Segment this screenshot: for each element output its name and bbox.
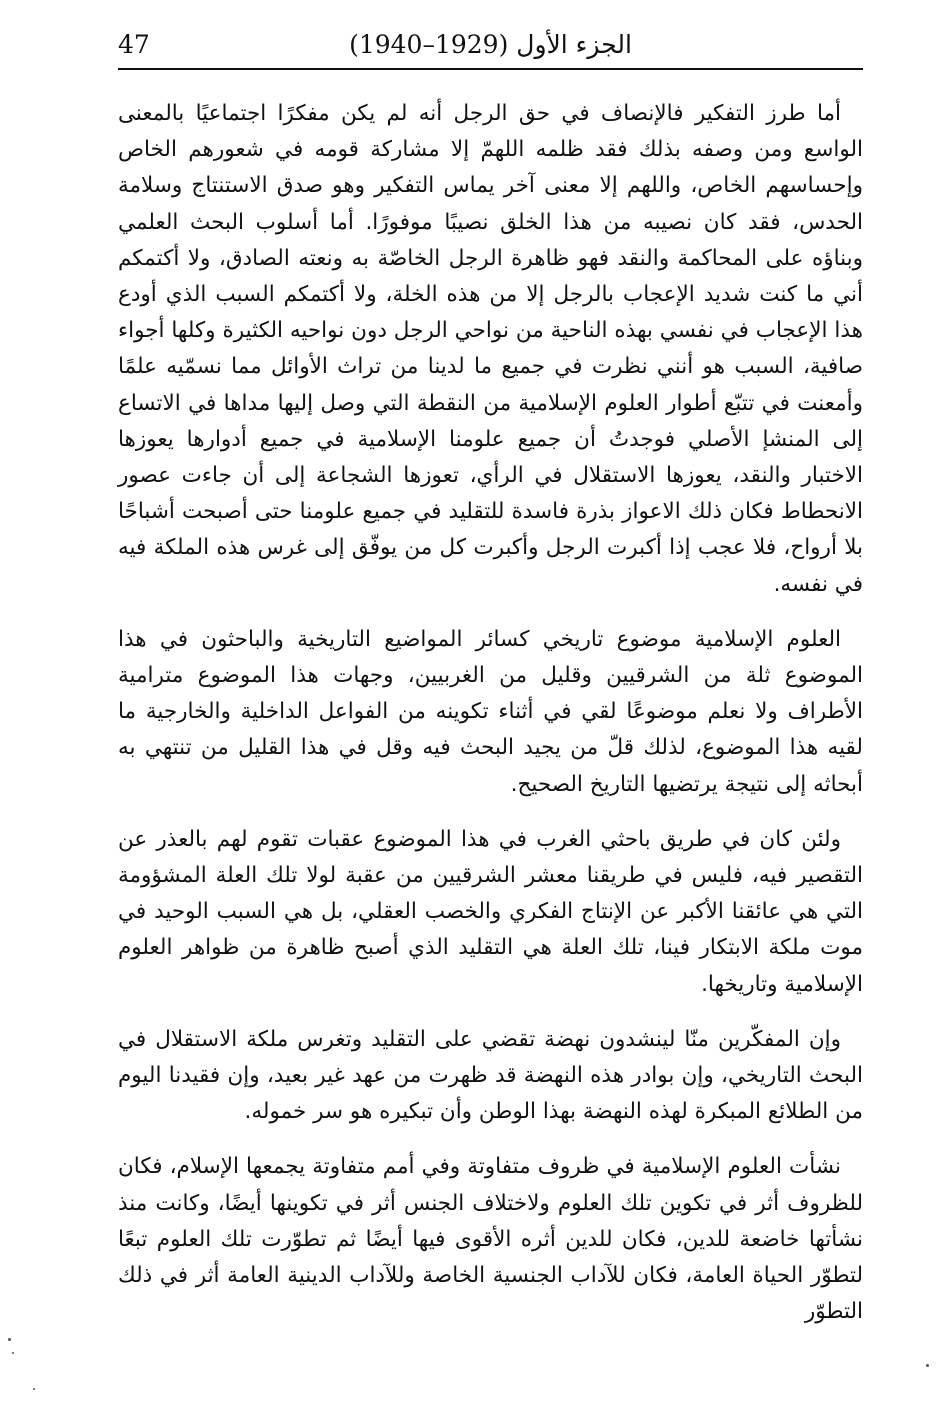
paragraph: ولئن كان في طريق باحثي الغرب في هذا الموضوع عقبات تقوم لهم بالعذر عن التقصير فيه، فليس في طريقنا معشر الشرقيين من عقبة لولا تلك العلة المشؤومة التي هي عائقنا الأكبر عن الإنتاج الفكري والخصب العقلي، بل هي السبب الوحيد في موت ملكة الابتكار فينا، تلك العلة هي التقليد الذي أصبح ظاهرة من ظواهر العلوم الإسلامية وتاريخها. bbox=[118, 826, 863, 997]
running-header bbox=[118, 22, 863, 70]
scan-speck bbox=[33, 1388, 35, 1390]
scan-speck bbox=[926, 1364, 929, 1367]
paragraph: أما طرز التفكير فالإنصاف في حق الرجل أنه لم يكن مفكرًا اجتماعيًا بالمعنى الواسع ومن وصفه بذلك فقد ظلمه اللهمّ إلا مشاركة قومه في شعورهم الخاص وإحساسهم الخاص، واللهم إلا معنى آخر يماس التفكير وهو صدق الاستنتاج وسلامة الحدس، فقد كان نصيبه من هذا الخلق نصيبًا موفورًا. أما أسلوب البحث العلمي وبناؤه على المحاكمة والنقد فهو ظاهرة الرجل الخاصّة به ونعته الصادق، ولا أكتمكم أني ما كنت شديد الإعجاب بالرجل إلا من هذه الخلة، ولا أكتمكم السبب الذي أودع هذا الإعجاب في نفسي بهذه الناحية من نواحي الرجل دون نواحيه الكثيرة وكلها أجواء صافية، السبب هو أنني نظرت في جميع ما لدينا من تراث الأوائل مما نسمّيه علمًا وأمعنت في تتبّع أطوار العلوم الإسلامية من النقطة التي وصل إليها مداها في الاتساع إلى المنشإ الأصلي فوجدتُ أن جميع علومنا الإسلامية في جميع أدوارها يعوزها الاختبار والنقد، يعوزها الاستقلال في الرأي، تعوزها الشجاعة إلى أن جاءت عصور الانحطاط فكان ذلك الاعواز بذرة فاسدة للتقليد في جميع علومنا حتى أصبحت أشباحًا بلا أرواح، فلا عجب إذا أكبرت الرجل وأكبرت كل من يوفّق إلى غرس هذه الملكة فيه في نفسه. bbox=[118, 101, 863, 597]
body-text bbox=[118, 96, 863, 1350]
page-number: 47 bbox=[118, 30, 150, 59]
scan-speck bbox=[12, 1352, 14, 1354]
paragraph: وإن المفكّرين منّا لينشدون نهضة تقضي على التقليد وتغرس ملكة الاستقلال في البحث التاريخي، وإن بوادر هذه النهضة قد ظهرت من عهد غير بعيد، وإن فقيدنا اليوم من الطلائع المبكرة لهذه النهضة بهذا الوطن وأن تبكيره هو سر خموله. bbox=[118, 1026, 863, 1125]
running-title: الجزء الأول (1929–1940) bbox=[349, 30, 632, 59]
scan-speck bbox=[8, 1338, 11, 1341]
paragraph: العلوم الإسلامية موضوع تاريخي كسائر المواضيع التاريخية والباحثون في هذا الموضوع ثلة من الشرقيين وقليل من الغربيين، وجهات هذا الموضوع مترامية الأطراف ولا نعلم موضوعًا لقي في أثناء تكوينه من الفواعل الداخلية والخارجية ما لقيه هذا الموضوع، لذلك قلّ من يجيد البحث فيه وقل في هذا القليل من تنتهي به أبحاثه إلى نتيجة يرتضيها التاريخ الصحيح. bbox=[118, 626, 863, 797]
paragraph: نشأت العلوم الإسلامية في ظروف متفاوتة وفي أمم متفاوتة يجمعها الإسلام، فكان للظروف أثر في تكوين تلك العلوم ولاختلاف الجنس أثر في تكوينها أيضًا، وكانت منذ نشأتها خاضعة للدين، فكان للدين أثره الأقوى فيها أيضًا ثم تطوّرت تلك العلوم تبعًا لتطوّر الحياة العامة، فكان للآداب الجنسية الخاصة وللآداب الدينية العامة أثر في ذلك التطوّر bbox=[118, 1154, 863, 1325]
